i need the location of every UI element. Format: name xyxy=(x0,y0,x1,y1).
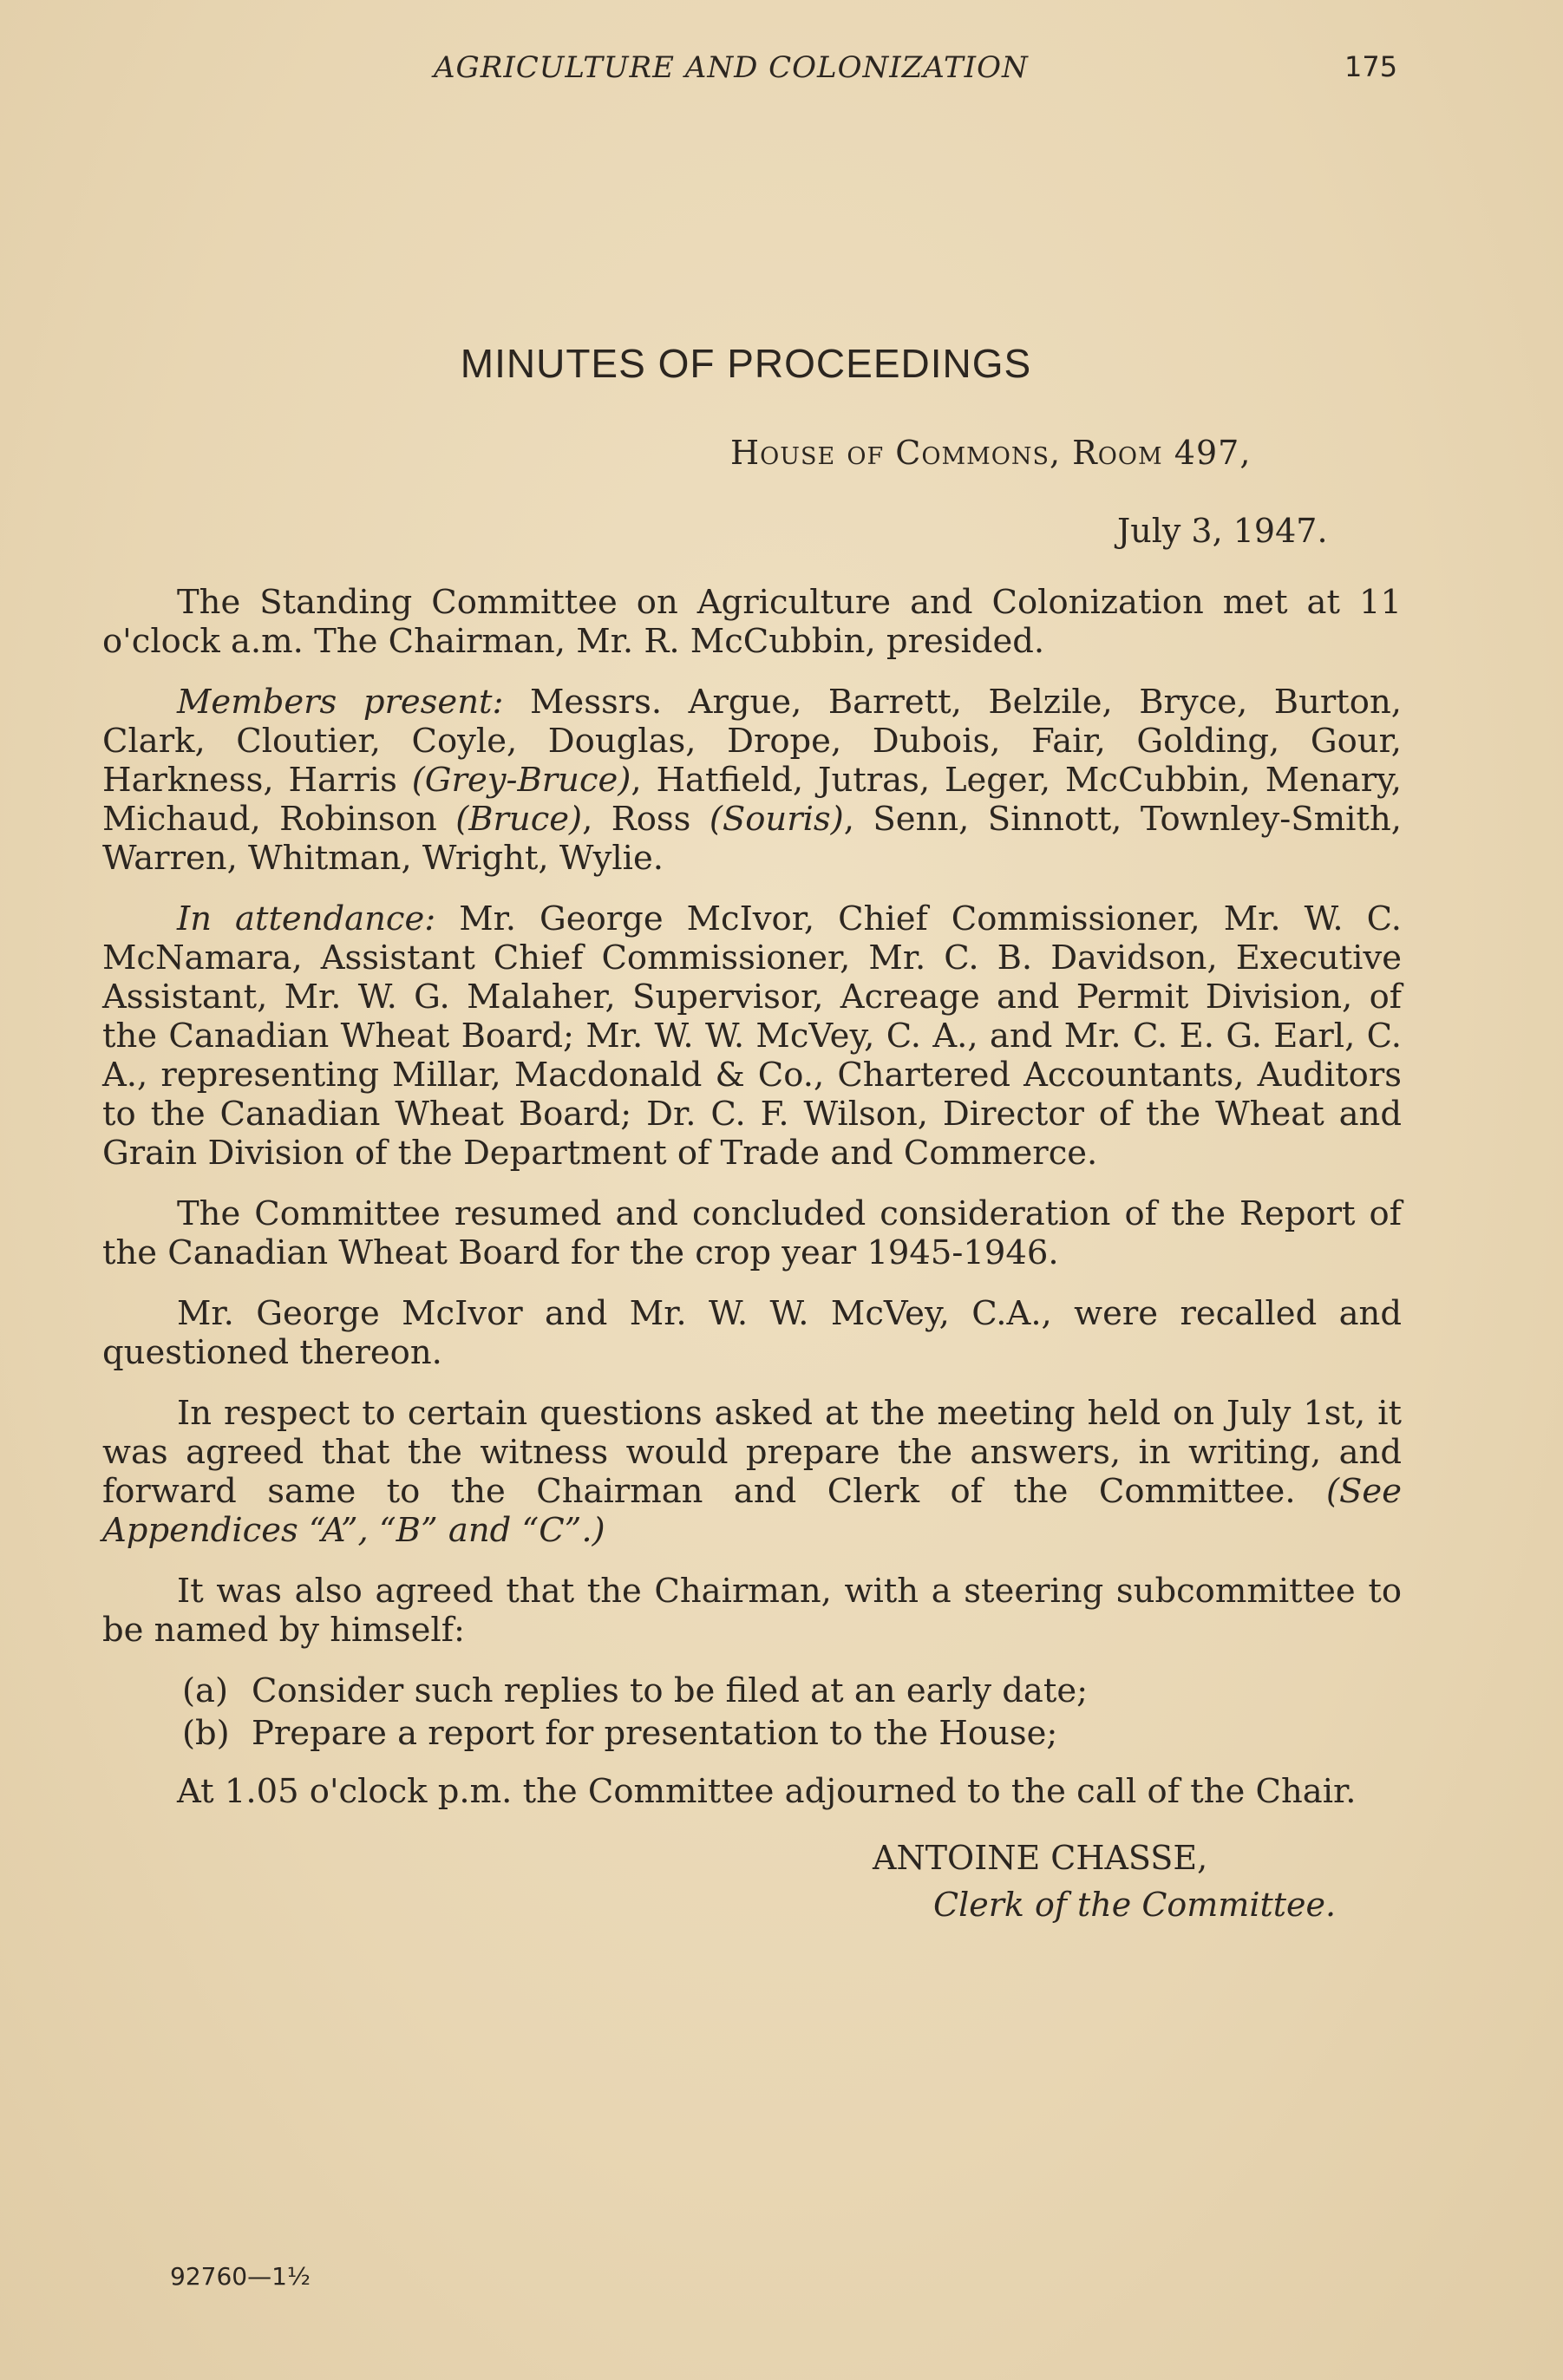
respect-text: In respect to certain questions asked at the meeting held on July 1st, it was agreed that the witness would prepare the answers, in writing, and forward same to the Chairman and Clerk of the Committee. xyxy=(102,1394,1402,1511)
running-head xyxy=(0,50,1563,94)
members-text-5: , Ross xyxy=(582,800,710,839)
attendance-paragraph xyxy=(102,899,1402,1173)
signature-name: ANTOINE CHASSE, xyxy=(873,1839,1208,1877)
list-item xyxy=(102,1714,1402,1753)
agreed-paragraph: It was also agreed that the Chairman, with a steering subcommittee to be named by himself: xyxy=(102,1572,1402,1650)
appendices-reference: (See Appendices “A”, “B” and “C”.) xyxy=(102,1472,1402,1550)
resumed-paragraph: The Committee resumed and concluded consideration of the Report of the Canadian Wheat Board for the crop year 1945-1946. xyxy=(102,1194,1402,1272)
attendance-label: In attendance: xyxy=(177,899,436,938)
meeting-place: House of Commons, Room 497, xyxy=(730,434,1252,472)
members-text-3: , Hatfield, Jutras, Leger, McCubbin, Menary, Michaud, Robinson xyxy=(102,761,1402,839)
list-item-text: Prepare a report for presentation to the House; xyxy=(252,1714,1058,1753)
members-paragraph xyxy=(102,683,1402,878)
members-text-1: Messrs. Argue, Barrett, Belzile, Bryce, Burton, Clark, Cloutier, Coyle, Douglas, Drope, Dubois, Fair, Golding, Gour, Harkness, Harris xyxy=(102,683,1402,800)
recalled-paragraph: Mr. George McIvor and Mr. W. W. McVey, C.A., were recalled and questioned thereon. xyxy=(102,1294,1402,1372)
page-number: 175 xyxy=(1344,50,1398,83)
running-title: AGRICULTURE AND COLONIZATION xyxy=(434,50,1029,85)
members-text-6: (Souris) xyxy=(709,800,844,839)
members-text-4: (Bruce) xyxy=(455,800,583,839)
members-text-7: , Senn, Sinnott, Townley-Smith, Warren, Whitman, Wright, Wylie. xyxy=(102,800,1402,878)
list-item xyxy=(102,1671,1402,1710)
opening-paragraph: The Standing Committee on Agriculture and Colonization met at 11 o'clock a.m. The Chairman, Mr. R. McCubbin, presided. xyxy=(102,583,1402,661)
list-item-text: Consider such replies to be filed at an early date; xyxy=(252,1671,1089,1710)
page-title: MINUTES OF PROCEEDINGS xyxy=(460,341,1032,386)
attendance-text: Mr. George McIvor, Chief Commissioner, Mr. W. C. McNamara, Assistant Chief Commissioner, Mr. C. B. Davidson, Executive Assistant, Mr. W. G. Malaher, Supervisor, Acreage and Permit Division, of the Canadian Wheat Board; Mr. W. W. McVey, C. A., and Mr. C. E. G. Earl, C. A., representing Millar, Macdonald & Co., Chartered Accountants, Auditors to the Canadian Wheat Board; Dr. C. F. Wilson, Director of the Wheat and Grain Division of the Department of Trade and Commerce. xyxy=(102,899,1402,1173)
print-code: 92760—1½ xyxy=(170,2262,311,2291)
members-label: Members present: xyxy=(177,683,504,722)
list-item-label: (b) xyxy=(182,1714,230,1753)
signature-role: Clerk of the Committee. xyxy=(933,1886,1337,1924)
respect-paragraph xyxy=(102,1394,1402,1550)
members-text-2: (Grey-Bruce) xyxy=(411,761,631,800)
meeting-date: July 3, 1947. xyxy=(1117,512,1328,550)
list-item-label: (a) xyxy=(182,1671,228,1710)
adjourn-paragraph: At 1.05 o'clock p.m. the Committee adjourned to the call of the Chair. xyxy=(177,1772,1357,1811)
minutes-body xyxy=(102,583,1402,1811)
